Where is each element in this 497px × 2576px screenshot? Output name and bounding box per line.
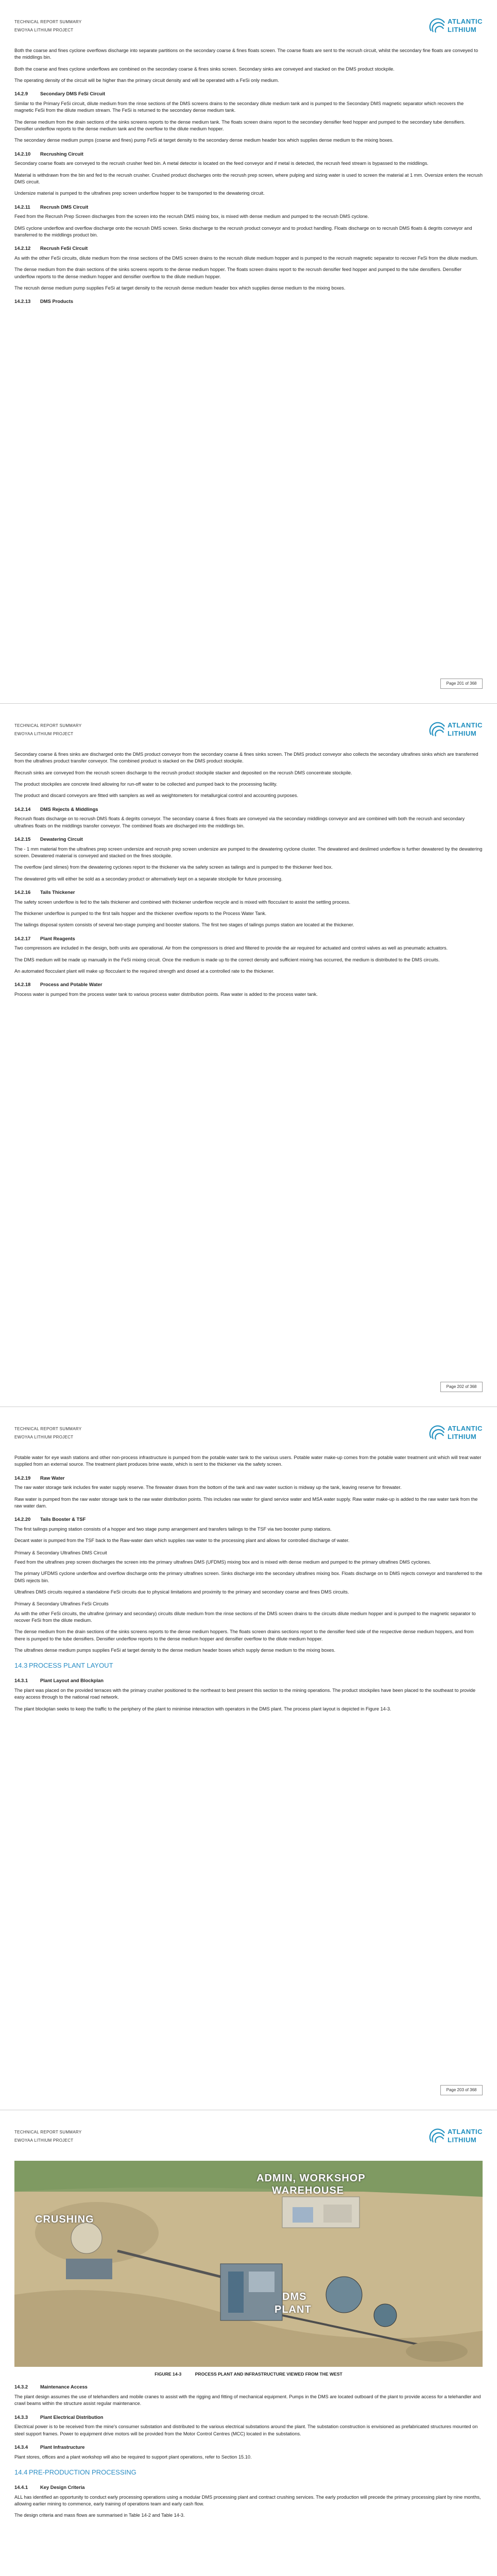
subsection-heading bbox=[14, 2383, 483, 2391]
paragraph: Electrical power is to be received from the mine's consumer substation and distributed to the various electrical substations around the plant. The substation construction is envisioned as prefabricated structures mounted on steel support frames. Power to equipment drive motors will be provided from the Motor Control Centres (MCC) located in the substations. bbox=[14, 2424, 478, 2436]
heading-title: Secondary DMS FeSi Circuit bbox=[40, 91, 106, 97]
paragraph: Recrush floats discharge on to recrush DMS floats & degrits conveyor. The secondary coarse & fines floats are conveyed via the secondary middlings conveyor and are combined with both the recrush and secondary ultrafines floats on the middlings transfer conveyor. The combined floats are discharged into the middlings bin. bbox=[14, 816, 465, 828]
subsection-heading bbox=[14, 2414, 483, 2421]
project-name: EWOYAA LITHIUM PROJECT bbox=[14, 732, 74, 736]
heading-number: 14.2.10 bbox=[14, 150, 31, 157]
paragraph: The primary UFDMS cyclone underflow and overflow discharge onto the primary ultrafines screen. Sinks discharge into the secondary ultrafines mixing box. Floats discharge on to DMS rejects conveyor and transferred to the DMS rejects bin. bbox=[14, 1571, 483, 1583]
page-header bbox=[14, 716, 483, 749]
heading-number: 14.2.14 bbox=[14, 806, 31, 812]
paragraph: ALL has identified an opportunity to conduct early processing operations using a modular DMS processing plant and contract crushing services. The early production will precede the primary processing plant by nine months, allowing earlier mining to commence, early training of operations team and early cash flow. bbox=[14, 2494, 481, 2506]
page-number: Page 202 of 368 bbox=[440, 1382, 483, 1392]
logo-word-1: ATLANTIC bbox=[448, 1425, 483, 1432]
report-title: TECHNICAL REPORT SUMMARY bbox=[14, 723, 82, 728]
heading-title: Tails Booster & TSF bbox=[40, 1516, 86, 1522]
paragraph: The plant was placed on the provided terraces with the primary crusher positioned to the northeast to best present this section to the mining operations. The product stockpiles have been placed to the southeast to provide easy access through to the national road network. bbox=[14, 1687, 476, 1700]
subsection-heading bbox=[14, 2444, 483, 2451]
heading-number: 14.2.18 bbox=[14, 981, 31, 988]
paragraph: The dense medium from the drain sections of the sinks screens reports to the dense medium tank. The floats screen drains report to the secondary densifier feed hopper and pumped to the secondary tube densifiers. Densifier underflow reports to the dense medium tank and the overflow to the dilute medium hopper. bbox=[14, 119, 466, 132]
heading-title: Recrush DMS Circuit bbox=[40, 204, 89, 210]
paragraph: Similar to the Primary FeSi circuit, dilute medium from the rinse sections of the DMS screens drains to the secondary dilute medium tank and is pumped to the Secondary DMS magnetic separator which recovers the magnetic FeSi from the dilute medium stream. The FeSi is returned to the secondary dense medium tank. bbox=[14, 101, 464, 113]
page-body bbox=[14, 751, 483, 1003]
paragraph: The plant design assumes the use of telehandlers and mobile cranes to assist with the rigging and fitting of mechanical equipment. Pumps in the DMS are located outboard of the plant to provide access for a telehandler and crawl beams within the structure assist regular maintenance. bbox=[14, 2394, 481, 2406]
heading-title: Dewatering Circuit bbox=[40, 836, 83, 842]
heading-number: 14.2.20 bbox=[14, 1516, 31, 1522]
page-2 bbox=[0, 703, 497, 1406]
page-4 bbox=[0, 2110, 497, 2576]
logo-word-1: ATLANTIC bbox=[448, 18, 483, 25]
page-header bbox=[14, 2123, 483, 2156]
heading-number: 14.4.1 bbox=[14, 2484, 28, 2490]
page-number: Page 203 of 368 bbox=[440, 2085, 483, 2095]
report-title: TECHNICAL REPORT SUMMARY bbox=[14, 2130, 82, 2134]
atlantic-lithium-logo bbox=[429, 719, 483, 740]
paragraph: The first tailings pumping station consists of a hopper and two stage pump arrangement and transfers tailings to the TSF via two booster pump stations. bbox=[14, 1526, 332, 1532]
heading-number: 14.3 bbox=[14, 1662, 28, 1670]
paragraph: Material is withdrawn from the bin and fed to the recrush crusher. Crushed product discharges onto the recrush prep screen, where pulping and sizing water is used to screen the material at 1 mm. Oversize enters the recrush DMS circuit. bbox=[14, 172, 483, 185]
logo-mark-icon bbox=[429, 1423, 447, 1441]
paragraph: The recrush dense medium pump supplies FeSi at target density to the recrush dense medium header box which supplies dense medium to the mixing boxes. bbox=[14, 285, 346, 291]
page-body bbox=[14, 47, 483, 308]
report-title: TECHNICAL REPORT SUMMARY bbox=[14, 1427, 82, 1431]
logo-word-1: ATLANTIC bbox=[448, 2128, 483, 2136]
subsection-heading bbox=[14, 806, 483, 813]
label-admin-workshop: ADMIN, WORKSHOP bbox=[256, 2173, 366, 2184]
heading-number: 14.2.13 bbox=[14, 298, 31, 304]
heading-number: 14.2.12 bbox=[14, 245, 31, 251]
report-title: TECHNICAL REPORT SUMMARY bbox=[14, 20, 82, 24]
subsection-heading bbox=[14, 889, 483, 896]
page-body-text bbox=[14, 2383, 483, 2519]
paragraph: The tailings disposal system consists of several two-stage pumping and booster stations. The first two stages of tailings pumps station are located at the thickener. bbox=[14, 922, 354, 928]
aerial-render bbox=[14, 2161, 483, 2367]
subsection-heading bbox=[14, 2484, 483, 2491]
heading-number: 14.2.9 bbox=[14, 91, 28, 97]
heading-number: 14.2.19 bbox=[14, 1475, 31, 1481]
heading-number: 14.3.3 bbox=[14, 2414, 28, 2420]
page-1 bbox=[0, 0, 497, 703]
subsection-heading bbox=[14, 1516, 483, 1523]
project-name: EWOYAA LITHIUM PROJECT bbox=[14, 28, 74, 32]
atlantic-lithium-logo bbox=[429, 2126, 483, 2146]
heading-number: 14.2.11 bbox=[14, 204, 30, 210]
page-body bbox=[14, 2158, 483, 2524]
heading-title: Raw Water bbox=[40, 1475, 65, 1481]
logo-word-1: ATLANTIC bbox=[448, 721, 483, 729]
heading-title: Recrushing Circuit bbox=[40, 150, 83, 157]
project-name: EWOYAA LITHIUM PROJECT bbox=[14, 1435, 74, 1439]
atlantic-lithium-logo bbox=[429, 1422, 483, 1443]
subsection-heading bbox=[14, 298, 483, 305]
heading-title: Recrush FeSi Circuit bbox=[40, 245, 88, 251]
paragraph: The operating density of the circuit will be higher than the primary circuit density and will be operated with a FeSi only medium. bbox=[14, 78, 279, 83]
page-body bbox=[14, 1454, 483, 1717]
figure-number: FIGURE 14-3 bbox=[155, 2371, 182, 2377]
paragraph: Secondary coarse & fines sinks are discharged onto the DMS product conveyor from the secondary coarse & fines sinks screen. The DMS product conveyor also collects the secondary ultrafines sinks which are transferred from the ultrafines product transfer conveyor. The combined product is stacked on the DMS product stockpile. bbox=[14, 752, 478, 764]
paragraph: The secondary dense medium pumps (coarse and fines) pump FeSi at target density to the secondary dense medium header box which supplies dense medium to the mixing boxes. bbox=[14, 138, 393, 143]
logo-word-2: LITHIUM bbox=[448, 1433, 477, 1440]
paragraph: Both the coarse and fines cyclone underflows are combined on the secondary coarse & fines sinks screen. Secondary sinks are conveyed and stacked on the DMS product stockpile. bbox=[14, 66, 395, 72]
heading-number: 14.2.16 bbox=[14, 889, 31, 895]
paragraph: As with the other FeSi circuits, the ultrafine (primary and secondary) circuits dilute medium from the rinse sections of the DMS screen drains to the circuits dilute medium hopper and is pumped to the magnetic separator to recover FeSi from the dilute medium. bbox=[14, 1611, 476, 1623]
heading-title: DMS Rejects & Middlings bbox=[40, 806, 98, 812]
paragraph: The plant blockplan seeks to keep the traffic to the periphery of the plant to minimise interaction with operators in the DMS plant. The process plant layout is depicted in Figure 14-3. bbox=[14, 1706, 391, 1711]
page-header bbox=[14, 1419, 483, 1452]
paragraph: Recrush sinks are conveyed from the recrush screen discharge to the recrush product stockpile stacker and deposited on the recrush DMS concentrate stockpile. bbox=[14, 770, 352, 775]
label-warehouse: WAREHOUSE bbox=[272, 2185, 345, 2196]
heading-number: 14.4 bbox=[14, 2468, 28, 2477]
subheading: Primary & Secondary Ultrafines FeSi Circuits bbox=[14, 1601, 109, 1607]
heading-title: Maintenance Access bbox=[40, 2384, 88, 2390]
heading-title: Plant Reagents bbox=[40, 935, 75, 941]
paragraph: The overflow (and slimes) from the dewatering cyclones report to the thickener via the safety screen as tailings and is pumped to the thickener feed box. bbox=[14, 865, 333, 870]
section-heading bbox=[14, 2468, 483, 2478]
plant-aerial-photo bbox=[14, 2161, 483, 2367]
logo-word-2: LITHIUM bbox=[448, 730, 477, 737]
project-name: EWOYAA LITHIUM PROJECT bbox=[14, 2138, 74, 2143]
paragraph: Secondary coarse floats are conveyed to the recrush crusher feed bin. A metal detector is located on the feed conveyor and if metal is detected, the recrush feed stream is bypassed to the middlings. bbox=[14, 161, 429, 166]
subsection-heading bbox=[14, 836, 483, 843]
paragraph: The design criteria and mass flows are summarised in Table 14-2 and Table 14-3. bbox=[14, 2513, 185, 2518]
paragraph: The dewatered grits will either be sold as a secondary product or alternatively kept on a separate stockpile for future processing. bbox=[14, 876, 283, 882]
paragraph: The product and discard conveyors are fitted with samplers as well as weightometers for metallurgical control and accounting purposes. bbox=[14, 793, 299, 799]
paragraph: Process water is pumped from the process water tank to various process water distribution points. Raw water is added to the process water tank. bbox=[14, 991, 318, 997]
paragraph: Plant stores, offices and a plant workshop will also be required to support plant operations, refer to Section 15.10. bbox=[14, 2454, 252, 2460]
paragraph: The - 1 mm material from the ultrafines prep screen undersize and recrush prep screen undersize are pumped to the dewatering cyclone cluster. The dewatered and deslimed underflow is further dewatered by the dewatering screen. Dewatered material is conveyed and stacked on the fines stockpile. bbox=[14, 846, 483, 858]
subsection-heading bbox=[14, 1677, 483, 1684]
heading-title: Tails Thickener bbox=[40, 889, 75, 895]
subsection-heading bbox=[14, 150, 483, 158]
heading-number: 14.2.15 bbox=[14, 836, 31, 842]
subsection-heading bbox=[14, 981, 483, 988]
logo-word-2: LITHIUM bbox=[448, 26, 477, 33]
paragraph: Ultrafines DMS circuits required a standalone FeSi circuits due to physical limitations and proximity to the primary and secondary coarse and fines DMS circuits. bbox=[14, 1589, 349, 1595]
subheading: Primary & Secondary Ultrafines DMS Circuit bbox=[14, 1550, 107, 1555]
heading-number: 14.3.4 bbox=[14, 2444, 28, 2450]
subsection-heading bbox=[14, 1475, 483, 1482]
subsection-heading bbox=[14, 935, 483, 942]
page-header bbox=[14, 12, 483, 45]
heading-title: Key Design Criteria bbox=[40, 2484, 85, 2490]
page-number: Page 201 of 368 bbox=[440, 679, 483, 689]
heading-number: 14.3.1 bbox=[14, 1677, 28, 1684]
logo-word-2: LITHIUM bbox=[448, 2136, 477, 2144]
heading-title: PROCESS PLANT LAYOUT bbox=[29, 1662, 113, 1670]
heading-title: Plant Layout and Blockplan bbox=[40, 1677, 104, 1684]
paragraph: The raw water storage tank includes fire water supply reserve. The firewater draws from the bottom of the tank and raw water suction is midway up the tank, leaving reserve for firewater. bbox=[14, 1485, 402, 1490]
heading-title: PRE-PRODUCTION PROCESSING bbox=[29, 2468, 136, 2477]
subsection-heading bbox=[14, 245, 483, 252]
paragraph: Feed from the Recrush Prep Screen discharges from the screen into the recrush DMS mixing box, is mixed with dense medium and pumped to the recrush DMS cyclone. bbox=[14, 214, 369, 219]
subsection-heading bbox=[14, 204, 483, 211]
paragraph: The ultrafines dense medium pumps supplies FeSi at target density to the dense medium header boxes which supply dense medium to the mixing boxes. bbox=[14, 1648, 336, 1653]
paragraph: Undersize material is pumped to the ultrafines prep screen underflow hopper to be transported to the dewatering circuit. bbox=[14, 191, 265, 196]
paragraph: The dense medium from the drain sections of the sinks screens reports to the dense medium hopper. The floats screen drains report to the recrush densifier feed hopper and pumped to the tube densifiers. Densifier underflow reports to the dense medium hopper and densifier overflow to the dilute medium hopper. bbox=[14, 267, 462, 279]
heading-title: Process and Potable Water bbox=[40, 981, 102, 988]
logo-mark-icon bbox=[429, 2127, 447, 2144]
label-dms: DMS bbox=[282, 2291, 307, 2302]
atlantic-lithium-logo bbox=[429, 15, 483, 36]
paragraph: Raw water is pumped from the raw water storage tank to the raw water distribution points. This includes raw water for gland service water and MSA water supply. Raw water make-up is added to the raw water tank from the raw water dam. bbox=[14, 1496, 478, 1509]
label-crushing: CRUSHING bbox=[35, 2214, 94, 2225]
paragraph: The dense medium from the drain sections of the sinks screens reports to the dense medium hoppers. The floats screen drains sections report to the densifier feed side of the respective dense medium hoppers, and from there is pumped to the tube densifiers. Densifier underflow reports to the dense medium hopper and densifier overflow to the dilute medium hopper. bbox=[14, 1629, 474, 1641]
paragraph: Two compressors are included in the design, both units are operational. Air from the compressors is dried and filtered to provide the air required for actuated and control valves as well as pneumatic actuators. bbox=[14, 945, 448, 951]
label-plant: PLANT bbox=[275, 2304, 312, 2315]
paragraph: Potable water for eye wash stations and other non-process infrastructure is pumped from the potable water tank to the various users. Potable water make-up comes from the potable water treatment unit which will treat water supplied from an external source. The treatment plant produces brine waste, which is sent to the thickener via the safety screen. bbox=[14, 1455, 482, 1467]
paragraph: Both the coarse and fines cyclone overflows discharge into separate partitions on the secondary coarse & fines floats screen. The coarse floats are sent to the recrush circuit, whilst the secondary fine floats are conveyed to the middlings bin. bbox=[14, 48, 478, 60]
paragraph: The safety screen underflow is fed to the tails thickener and combined with thickener underflow recycle and is mixed with flocculant to assist the settling process. bbox=[14, 899, 351, 905]
paragraph: The product stockpiles are concrete lined allowing for run-off water to be collected and pumped back to the processing facility. bbox=[14, 782, 278, 787]
heading-title: DMS Products bbox=[40, 298, 74, 304]
paragraph: DMS cyclone underflow and overflow discharge onto the recrush DMS screen. Sinks discharge to the recrush product conveyor and to product handling. Floats discharge on to recrush DMS floats & degrits conveyor and transferred to the middlings product bin. bbox=[14, 225, 472, 238]
heading-number: 14.2.17 bbox=[14, 935, 31, 941]
paragraph: As with the other FeSi circuits, dilute medium from the rinse sections of the DMS screen drains to the recrush dilute medium hopper and is pumped to the recrush magnetic separator to recover FeSi from the dilute medium. bbox=[14, 256, 478, 261]
paragraph: Feed from the ultrafines prep screen discharges the screen into the primary ultrafines DMS (UFDMS) mixing box and is mixed with dense medium and pumped to the primary ultrafines DMS cyclones. bbox=[14, 1560, 431, 1565]
subsection-heading bbox=[14, 90, 483, 97]
logo-mark-icon bbox=[429, 720, 447, 738]
paragraph: The thickener underflow is pumped to the first tails hopper and the thickener overflow reports to the Process Water Tank. bbox=[14, 911, 267, 916]
paragraph: An automated flocculant plant will make up flocculant to the required strength and dosed at a controlled rate to the thickener. bbox=[14, 969, 275, 974]
heading-title: Plant Electrical Distribution bbox=[40, 2414, 104, 2420]
heading-number: 14.3.2 bbox=[14, 2384, 28, 2390]
section-heading bbox=[14, 1661, 483, 1671]
paragraph: The DMS medium will be made up manually in the FeSi mixing circuit. Once the medium is made up to the correct density and sufficient mixing has occurred, the medium is distributed to the DMS circuits. bbox=[14, 957, 440, 962]
figure-title: PROCESS PLANT AND INFRASTRUCTURE VIEWED FROM THE WEST bbox=[195, 2371, 342, 2377]
logo-mark-icon bbox=[429, 16, 447, 34]
page-3 bbox=[0, 1406, 497, 2110]
paragraph: Decant water is pumped from the TSF back to the Raw-water dam which supplies raw water to the processing plant and allows for controlled discharge of water. bbox=[14, 1538, 350, 1544]
heading-title: Plant Infrastructure bbox=[40, 2444, 85, 2450]
figure-caption bbox=[14, 2371, 483, 2377]
